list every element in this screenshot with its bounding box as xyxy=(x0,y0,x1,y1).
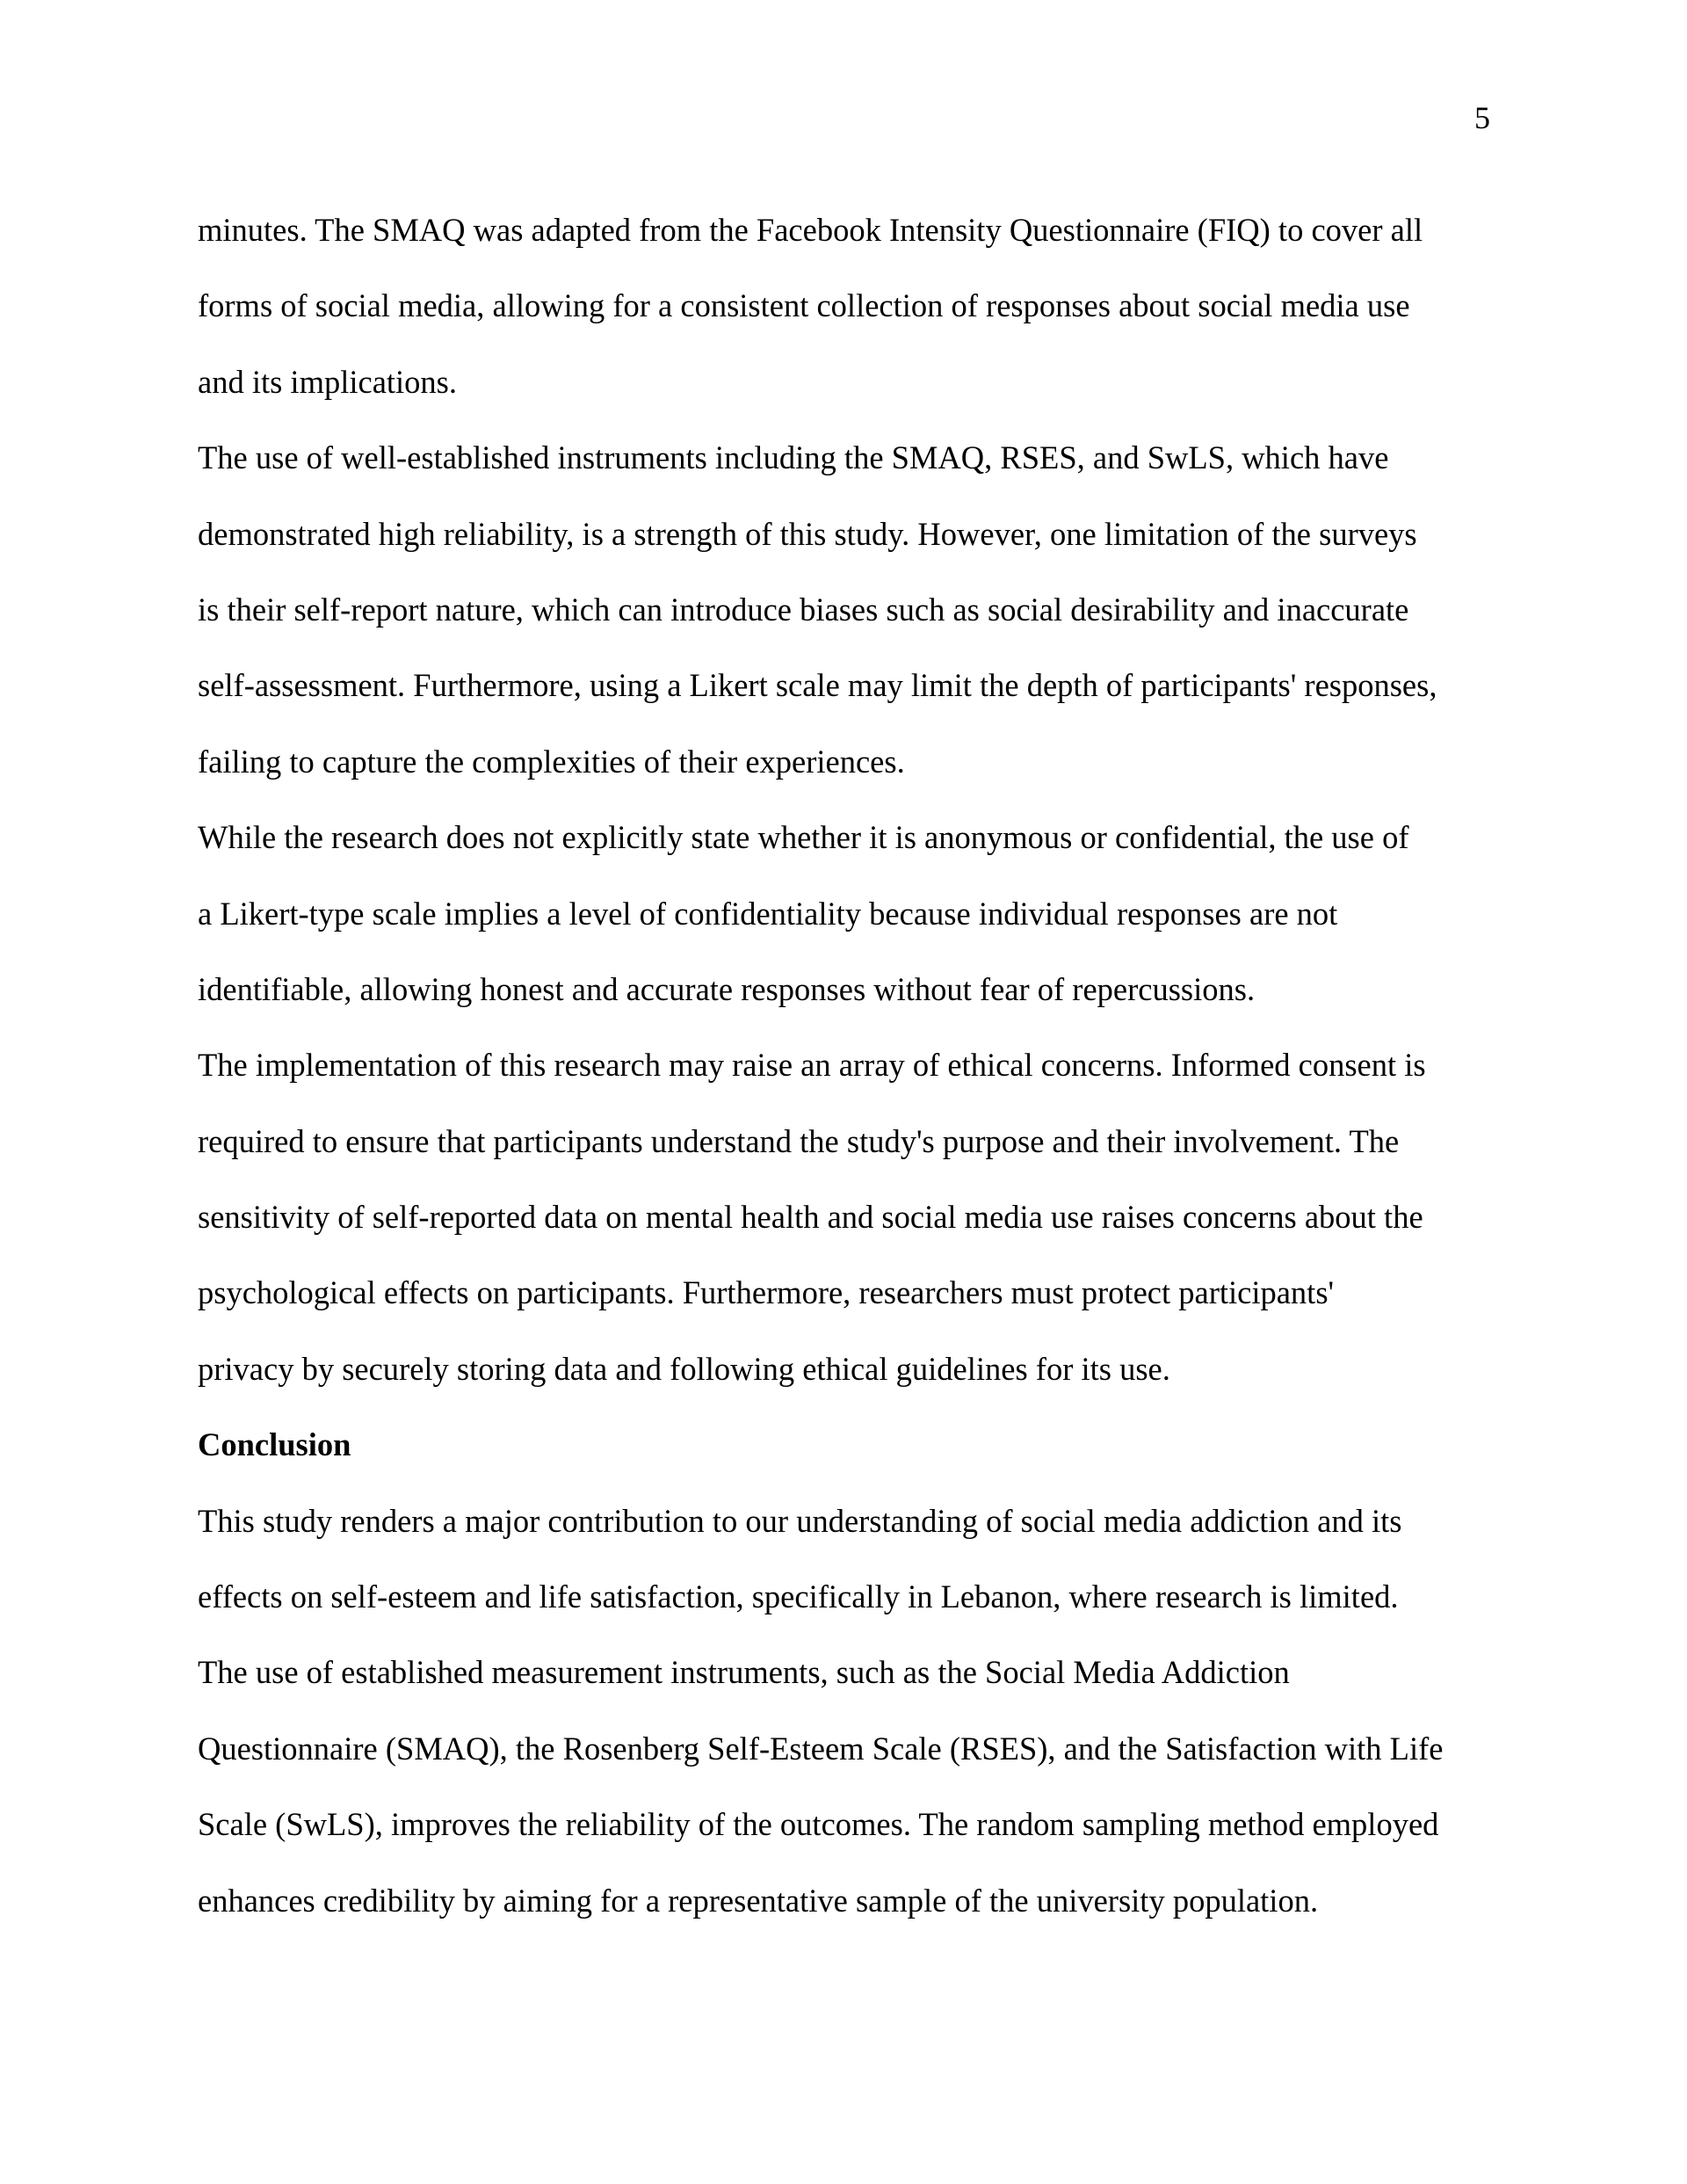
text-line: required to ensure that participants understand the study's purpose and their involvement. The xyxy=(198,1122,1400,1159)
text-line: and its implications. xyxy=(198,363,458,400)
text-line: This study renders a major contribution to our understanding of social media addiction and its xyxy=(198,1502,1402,1539)
text-line: minutes. The SMAQ was adapted from the Facebook Intensity Questionnaire (FIQ) to cover all xyxy=(198,212,1423,248)
text-line: self-assessment. Furthermore, using a Likert scale may limit the depth of participants' responses, xyxy=(198,667,1437,704)
text-line: psychological effects on participants. Furthermore, researchers must protect participants' xyxy=(198,1274,1335,1311)
text-line: Scale (SwLS), improves the reliability of the outcomes. The random sampling method employed xyxy=(198,1806,1439,1843)
paragraph-conclusion xyxy=(198,1484,1498,1939)
page-number: 5 xyxy=(1474,100,1490,135)
text-line: enhances credibility by aiming for a representative sample of the university population. xyxy=(198,1882,1319,1919)
paragraph-ethical-concerns xyxy=(198,1027,1498,1407)
paragraph-instruments-strengths xyxy=(198,420,1498,800)
text-line: The use of established measurement instruments, such as the Social Media Addiction xyxy=(198,1654,1290,1691)
text-line: Questionnaire (SMAQ), the Rosenberg Self-Esteem Scale (RSES), and the Satisfaction with Life xyxy=(198,1730,1444,1767)
text-line: failing to capture the complexities of their experiences. xyxy=(198,743,905,780)
page-body xyxy=(198,192,1498,1939)
text-line: forms of social media, allowing for a consistent collection of responses about social media use xyxy=(198,287,1410,324)
text-line: is their self-report nature, which can introduce biases such as social desirability and inaccurate xyxy=(198,591,1409,628)
text-line: effects on self-esteem and life satisfaction, specifically in Lebanon, where research is limited. xyxy=(198,1578,1399,1615)
text-line: The implementation of this research may raise an array of ethical concerns. Informed consent is xyxy=(198,1047,1426,1084)
text-line: identifiable, allowing honest and accurate responses without fear of repercussions. xyxy=(198,970,1256,1007)
paragraph-confidentiality xyxy=(198,800,1498,1027)
text-line: sensitivity of self-reported data on mental health and social media use raises concerns about the xyxy=(198,1199,1423,1236)
paragraph-social-media-questionnaire xyxy=(198,192,1498,420)
text-line: The use of well-established instruments including the SMAQ, RSES, and SwLS, which have xyxy=(198,439,1389,476)
conclusion-heading: Conclusion xyxy=(198,1426,351,1463)
text-line: demonstrated high reliability, is a strength of this study. However, one limitation of the surveys xyxy=(198,515,1417,552)
text-line: privacy by securely storing data and following ethical guidelines for its use. xyxy=(198,1350,1170,1387)
text-line: While the research does not explicitly state whether it is anonymous or confidential, the use of xyxy=(198,819,1409,856)
text-line: a Likert-type scale implies a level of confidentiality because individual responses are not xyxy=(198,895,1338,932)
